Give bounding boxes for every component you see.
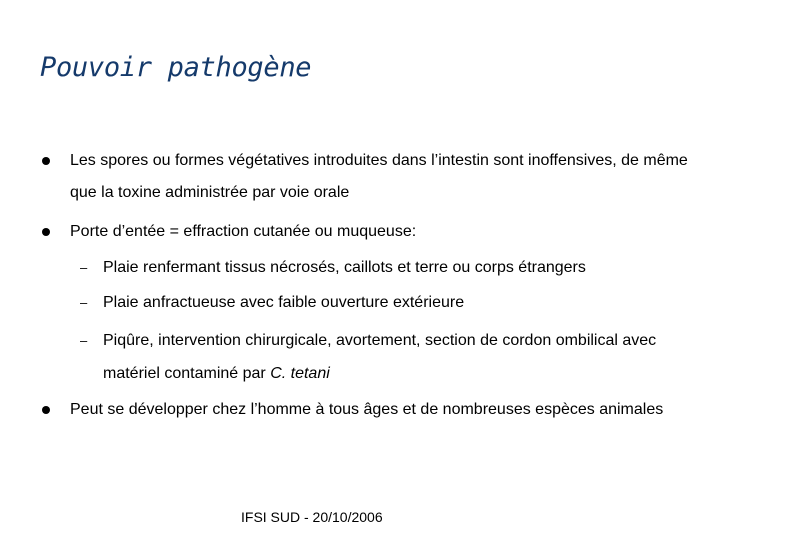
bullet-text: Porte d’entée = effraction cutanée ou muqueuse:	[70, 223, 417, 240]
bullet-dot-icon	[42, 228, 50, 236]
sub-bullet-text: Plaie renfermant tissus nécrosés, caillots et terre ou corps étrangers	[103, 259, 586, 276]
slide-footer: IFSI SUD - 20/10/2006	[241, 509, 383, 525]
bullet-text: Les spores ou formes végétatives introduites dans l’intestin sont inoffensives, de même	[70, 152, 688, 169]
bullet-text-continued: que la toxine administrée par voie orale	[70, 184, 350, 201]
bullet-text: Peut se développer chez l’homme à tous âges et de nombreuses espèces animales	[70, 401, 664, 418]
sub-bullet-text: Piqûre, intervention chirurgicale, avortement, section de cordon ombilical avec	[103, 332, 657, 349]
species-name: C. tetani	[270, 365, 330, 382]
sub-bullet-text-continued	[103, 358, 330, 390]
sub-bullet-text: Plaie anfractueuse avec faible ouverture extérieure	[103, 294, 465, 311]
bullet-dot-icon	[42, 406, 50, 414]
bullet-dot-icon	[42, 157, 50, 165]
dash-icon: –	[80, 333, 88, 348]
slide-title: Pouvoir pathogène	[40, 52, 312, 83]
dash-icon: –	[80, 260, 88, 275]
sub-bullet-text-prefix: matériel contaminé par	[103, 365, 271, 382]
dash-icon: –	[80, 295, 88, 310]
